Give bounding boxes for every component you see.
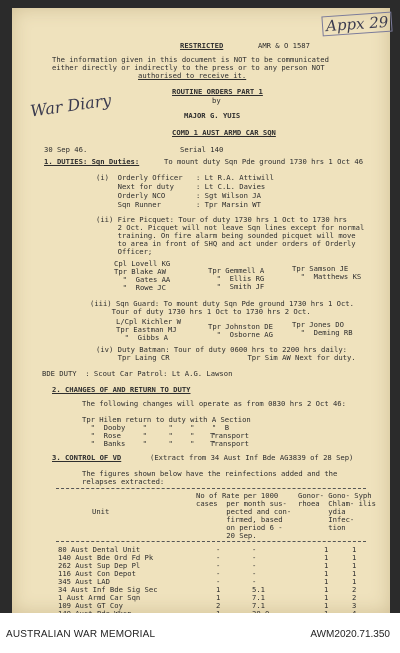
guard-name: Tpr Johnston DE — [208, 322, 273, 331]
duty-value: : Lt R.A. Attiwill — [196, 173, 274, 182]
document-serial: Serial 140 — [180, 145, 224, 154]
vd-row-syph: 1 — [352, 553, 357, 562]
guard-name: L/Cpl Kichler W — [116, 317, 181, 326]
war-diary-handwriting: War Diary — [29, 90, 113, 121]
duty-value: : Sgt Wilson JA — [196, 191, 261, 200]
fire-picquet-line: 2 Oct. Picquet will not leave Sqn lines except for normal — [96, 223, 365, 232]
vd-row-cases: 2 — [216, 601, 221, 610]
archive-name: AUSTRALIAN WAR MEMORIAL — [6, 629, 156, 640]
col-rate-header: pected and con- — [196, 507, 292, 516]
vd-row-unit: 1 Aust Armd Car Sqn — [58, 593, 141, 602]
appendix-stamp: Appx 29 — [321, 12, 393, 37]
col-unit-header: Unit — [92, 507, 110, 516]
change-row: " Rose " " " " — [82, 431, 217, 440]
amr-reference: AMR & O 1587 — [258, 41, 310, 50]
vd-row-unit: 140 Aust Bde Ord Fd Pk — [58, 553, 154, 562]
col-rate-header: on period 6 - — [196, 523, 283, 532]
vd-row-syph: 1 — [352, 569, 357, 578]
vd-row-syph: 1 — [352, 545, 357, 554]
table-rule-top — [56, 488, 366, 489]
vd-row-unit: 345 Aust LAD — [58, 577, 110, 586]
col-rate-header: firmed, based — [196, 515, 283, 524]
duty-batman-line: Tpr Laing CR Tpr Sim AW Next for duty. — [96, 353, 356, 362]
picquet-name: Tpr Gemmell A — [208, 266, 265, 275]
orders-major: MAJOR G. YUIS — [184, 111, 241, 120]
document-date: 30 Sep 46. — [44, 145, 88, 154]
sqn-guard-line: (iii) Sqn Guard: To mount duty Sqn Pde ground 1730 hrs 1 Oct. — [90, 299, 354, 308]
bde-duty: BDE DUTY : Scout Car Patrol: Lt A.G. Lawson — [42, 369, 233, 378]
picquet-name: " Rowe JC — [114, 283, 166, 292]
guard-name: " Deming RB — [292, 328, 353, 337]
guard-name: Tpr Jones DO — [292, 320, 344, 329]
vd-row-cases: - — [216, 577, 221, 586]
vd-row-syph: 2 — [352, 593, 357, 602]
vd-row-gon: 1 — [324, 577, 329, 586]
archive-reference: AWM2020.71.350 — [310, 629, 390, 640]
change-row: " Banks " " " " — [82, 439, 217, 448]
vd-row-rate: 7.1 — [252, 601, 265, 610]
change-row: Tpr Hilem return to duty with A Section — [82, 415, 251, 424]
vd-row-rate: 5.1 — [252, 585, 265, 594]
orders-by: by — [212, 96, 221, 105]
vd-row-gon: 1 — [324, 585, 329, 594]
duty-value: : Lt C.L. Davies — [196, 182, 266, 191]
col-rate-header: No of Rate per 1000 — [196, 491, 279, 500]
picquet-name: Tpr Blake AW — [114, 267, 166, 276]
picquet-name: " Smith JF — [208, 282, 265, 291]
duty-batman-line: (iv) Duty Batman: Tour of duty 0600 hrs to 2200 hrs daily: — [96, 345, 347, 354]
picquet-name: " Ellis RG — [208, 274, 265, 283]
section1-intro: To mount duty Sqn Pde ground 1730 hrs 1 Oct 46 — [164, 157, 364, 166]
section2-heading: 2. CHANGES OF AND RETURN TO DUTY — [52, 385, 191, 394]
guard-name: " Gibbs A — [116, 333, 168, 342]
vd-row-cases: - — [216, 553, 221, 562]
vd-row-gon: 1 — [324, 561, 329, 570]
table-rule-mid — [56, 541, 366, 542]
change-row-dest: Transport — [210, 439, 249, 448]
vd-row-unit: 80 Aust Dental Unit — [58, 545, 141, 554]
vd-row-unit: 116 Aust Con Depot — [58, 569, 136, 578]
orders-comd: COMD 1 AUST ARMD CAR SQN — [172, 128, 276, 137]
section2-intro: The following changes will operate as from 0830 hrs 2 Oct 46: — [82, 399, 346, 408]
duty-value: : Tpr Marsin WT — [196, 200, 261, 209]
vd-row-gon: 1 — [324, 601, 329, 610]
col-gon-header: ydia — [298, 507, 346, 516]
vd-row-syph: 1 — [352, 561, 357, 570]
vd-row-cases: 1 — [216, 593, 221, 602]
section3-heading: 3. CONTROL OF VD — [52, 453, 122, 462]
archive-footer — [0, 613, 400, 653]
fire-picquet-line: to area in front of SHQ and act under orders of Orderly — [96, 239, 356, 248]
fire-picquet-line: (ii) Fire Picquet: Tour of duty 1730 hrs 1 Oct to 1730 hrs — [96, 215, 347, 224]
section3-subheading: (Extract from 34 Aust Inf Bde AG3839 of 28 Sep) — [150, 453, 354, 462]
vd-row-gon: 1 — [324, 569, 329, 578]
guard-name: Tpr Eastman MJ — [116, 325, 177, 334]
col-rate-header: 20 Sep. — [196, 531, 257, 540]
vd-row-gon: 1 — [324, 593, 329, 602]
col-gon-header: rhoea Chlam- ilis — [298, 499, 376, 508]
vd-row-rate: - — [252, 569, 257, 578]
vd-row-cases: 1 — [216, 585, 221, 594]
vd-row-rate: - — [252, 577, 257, 586]
vd-row-syph: 2 — [352, 585, 357, 594]
notice-line-1: The information given in this document is NOT to be communicated — [52, 55, 329, 64]
vd-row-syph: 3 — [352, 601, 357, 610]
vd-row-gon: 1 — [324, 545, 329, 554]
notice-line-2: either directly or indirectly to the press or to any person NOT — [52, 63, 325, 72]
col-gon-header: Infec- — [298, 515, 355, 524]
notice-line-3: authorised to receive it. — [138, 71, 247, 80]
section3-intro: The figures shown below have the reinfections added and the — [82, 469, 338, 478]
duty-row: (i) Orderly Officer — [96, 173, 183, 182]
col-gon-header: tion — [298, 523, 346, 532]
fire-picquet-line: Officer; — [96, 247, 153, 256]
duty-row: Sqn Runner — [96, 200, 161, 209]
section1-heading: 1. DUTIES: Sqn Duties: — [44, 157, 140, 166]
sqn-guard-line: Tour of duty 1730 hrs 1 Oct to 1730 hrs 2 Oct. — [90, 307, 311, 316]
vd-row-unit: 262 Aust Sup Dep Pl — [58, 561, 141, 570]
change-row-dest: Transport — [210, 431, 249, 440]
col-rate-header: cases per month sus- — [196, 499, 287, 508]
fire-picquet-line: training. On fire alarm being sounded picquet will move — [96, 231, 356, 240]
vd-row-cases: - — [216, 545, 221, 554]
duty-row: Orderly NCO — [96, 191, 166, 200]
picquet-name: " Gates AA — [114, 275, 171, 284]
vd-row-syph: 1 — [352, 577, 357, 586]
vd-row-cases: - — [216, 561, 221, 570]
vd-row-rate: - — [252, 561, 257, 570]
restricted-label: RESTRICTED — [180, 41, 224, 50]
picquet-name: " Matthews KS — [292, 272, 362, 281]
document-page — [12, 8, 390, 613]
section3-intro: relapses extracted: — [82, 477, 165, 486]
picquet-name: Cpl Lovell KG — [114, 259, 171, 268]
guard-name: " Osborne AG — [208, 330, 273, 339]
col-gon-header: Gonor- Gono- Syph — [298, 491, 372, 500]
vd-row-rate: - — [252, 545, 257, 554]
vd-row-gon: 1 — [324, 553, 329, 562]
change-row: " Dooby " " " " B — [82, 423, 230, 432]
vd-row-rate: - — [252, 553, 257, 562]
vd-row-unit: 34 Aust Inf Bde Sig Sec — [58, 585, 158, 594]
duty-row: Next for duty — [96, 182, 174, 191]
picquet-name: Tpr Samson JE — [292, 264, 349, 273]
orders-title: ROUTINE ORDERS PART 1 — [172, 87, 263, 96]
vd-row-unit: 109 Aust GT Coy — [58, 601, 123, 610]
vd-row-rate: 7.1 — [252, 593, 265, 602]
vd-row-cases: - — [216, 569, 221, 578]
